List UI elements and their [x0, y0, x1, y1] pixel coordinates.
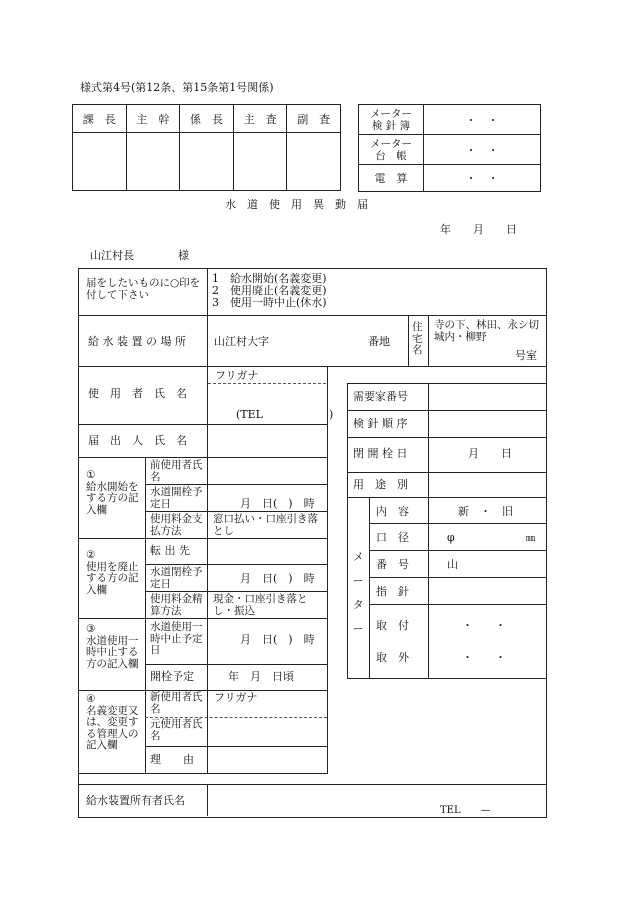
meter-remove-label: 取 外 [376, 651, 409, 664]
section2-label: ② 使用を廃止する方の記入欄 [86, 549, 139, 596]
section2-settlement[interactable]: 現金・口座引き落とし・振込 [213, 593, 308, 617]
approval-col-1: 課 長 [73, 105, 127, 133]
meter-remove-value[interactable]: ・ ・ [462, 651, 506, 664]
meter-diameter-value[interactable]: φ [447, 531, 455, 544]
page-title: 水 道 使 用 異 動 届 [225, 198, 368, 211]
user-name-label: 使 用 者 氏 名 [88, 387, 187, 400]
meter-number-value[interactable]: 山 [447, 558, 458, 571]
meter-diameter-unit: ㎜ [526, 534, 536, 544]
section3-suspend-date[interactable]: 月 日( ) 時 [240, 633, 315, 646]
notice-option-2[interactable]: 2 使用廃止(名義変更) [212, 284, 327, 297]
section2-row1-label: 転 出 先 [150, 544, 190, 557]
section4-row2-label: 元使用者氏名 [150, 718, 203, 742]
stamp-cell[interactable] [180, 133, 234, 191]
submitter-label: 届 出 人 氏 名 [88, 434, 187, 447]
owner-label: 給水装置所有者氏名 [86, 794, 185, 807]
notice-option-3[interactable]: 3 使用一時中止(休水) [212, 296, 327, 309]
address-value[interactable]: 寺の下、林田、永シ切城内・柳野 [434, 319, 539, 343]
location-village[interactable]: 山江村大字 [214, 335, 269, 348]
meter-ledger-value[interactable]: ・ ・ [424, 135, 541, 165]
section3-row2-label: 開栓予定 [150, 670, 194, 683]
section1-row2-label: 水道開栓予定日 [150, 486, 203, 510]
section3-row1-label: 水道使用一時中止予定日 [150, 621, 203, 656]
computer-label: 電 算 [359, 165, 424, 192]
approval-col-5: 副 査 [287, 105, 341, 133]
meter-content-label: 内 容 [376, 505, 409, 518]
stamp-cell[interactable] [233, 133, 287, 191]
meter-number-label: 番 号 [376, 558, 409, 571]
room-suffix: 号室 [515, 349, 537, 362]
form-number: 様式第4号(第12条、第15条第1号関係) [80, 81, 274, 94]
section2-close-date[interactable]: 月 日( ) 時 [240, 572, 315, 585]
open-close-date-value[interactable]: 月 日 [468, 447, 512, 460]
reading-order-label: 検 針 順 序 [353, 417, 408, 430]
stamp-cell[interactable] [126, 133, 180, 191]
meter-install-value[interactable]: ・ ・ [462, 619, 506, 632]
section3-label: ③ 水道使用一時中止する方の記入欄 [86, 623, 139, 670]
section4-furigana[interactable]: フリガナ [214, 691, 258, 704]
submitter-input[interactable] [208, 425, 326, 457]
approval-grid [72, 104, 341, 191]
user-tel[interactable]: (TEL ) [236, 408, 334, 421]
furigana-label: フリガナ [215, 369, 259, 382]
stamp-cell[interactable] [287, 133, 341, 191]
notice-label: 届をしたいものに○印を付して下さい [86, 277, 201, 301]
meter-register-label: メーター 検 針 簿 [359, 105, 424, 135]
approval-col-2: 主 幹 [126, 105, 180, 133]
section1-payment[interactable]: 窓口払い・口座引き落とし [213, 513, 318, 537]
reason-input[interactable] [208, 747, 326, 773]
location-banchi: 番地 [368, 335, 390, 348]
section1-row3-label: 使用料金支払方法 [150, 513, 203, 537]
section1-label: ① 給水開始をする方の記入欄 [86, 469, 139, 516]
usage-label: 用 途 別 [353, 478, 408, 491]
section2-row2-label: 水道閉栓予定日 [150, 566, 203, 590]
addressee: 山江村長 様 [90, 249, 189, 262]
meter-content-value[interactable]: 新 ・ 旧 [458, 505, 513, 518]
approval-col-4: 主 査 [233, 105, 287, 133]
section2-row3-label: 使用料金精算方法 [150, 593, 203, 617]
meter-install-label: 取 付 [376, 619, 409, 632]
customer-no-label: 需要家番号 [353, 390, 408, 403]
location-label: 給 水 装 置 の 場 所 [88, 335, 186, 348]
meter-ledger-label: メーター 台 帳 [359, 135, 424, 165]
meter-reading-input[interactable] [429, 578, 545, 604]
approval-col-3: 係 長 [180, 105, 234, 133]
meter-register-value[interactable]: ・ ・ [424, 105, 541, 135]
address-label: 住 宅 名 [412, 321, 423, 356]
section4-row1-label: 新使用者氏名 [150, 691, 203, 715]
date-line[interactable]: 年 月 日 [440, 223, 517, 236]
meter-reading-label: 指 針 [376, 585, 409, 598]
stamp-cell[interactable] [73, 133, 127, 191]
owner-tel[interactable]: TEL — [440, 805, 491, 816]
open-close-date-label: 閉 開 栓 日 [353, 447, 408, 460]
computer-value[interactable]: ・ ・ [424, 165, 541, 192]
section3-reopen-date[interactable]: 年 月 日頃 [228, 670, 294, 683]
section1-open-date[interactable]: 月 日( ) 時 [240, 497, 315, 510]
meter-diameter-label: 口 径 [376, 531, 409, 544]
meter-vertical-label: メ ー タ ー [353, 551, 364, 635]
section4-row3-label: 理 由 [150, 753, 194, 766]
section1-row1-label: 前使用者氏名 [150, 459, 203, 483]
meter-register-grid [358, 104, 541, 192]
section4-label: ④ 名義変更又は、変更する管理人の記入欄 [86, 693, 139, 751]
notice-option-1[interactable]: 1 給水開始(名義変更) [212, 272, 327, 285]
